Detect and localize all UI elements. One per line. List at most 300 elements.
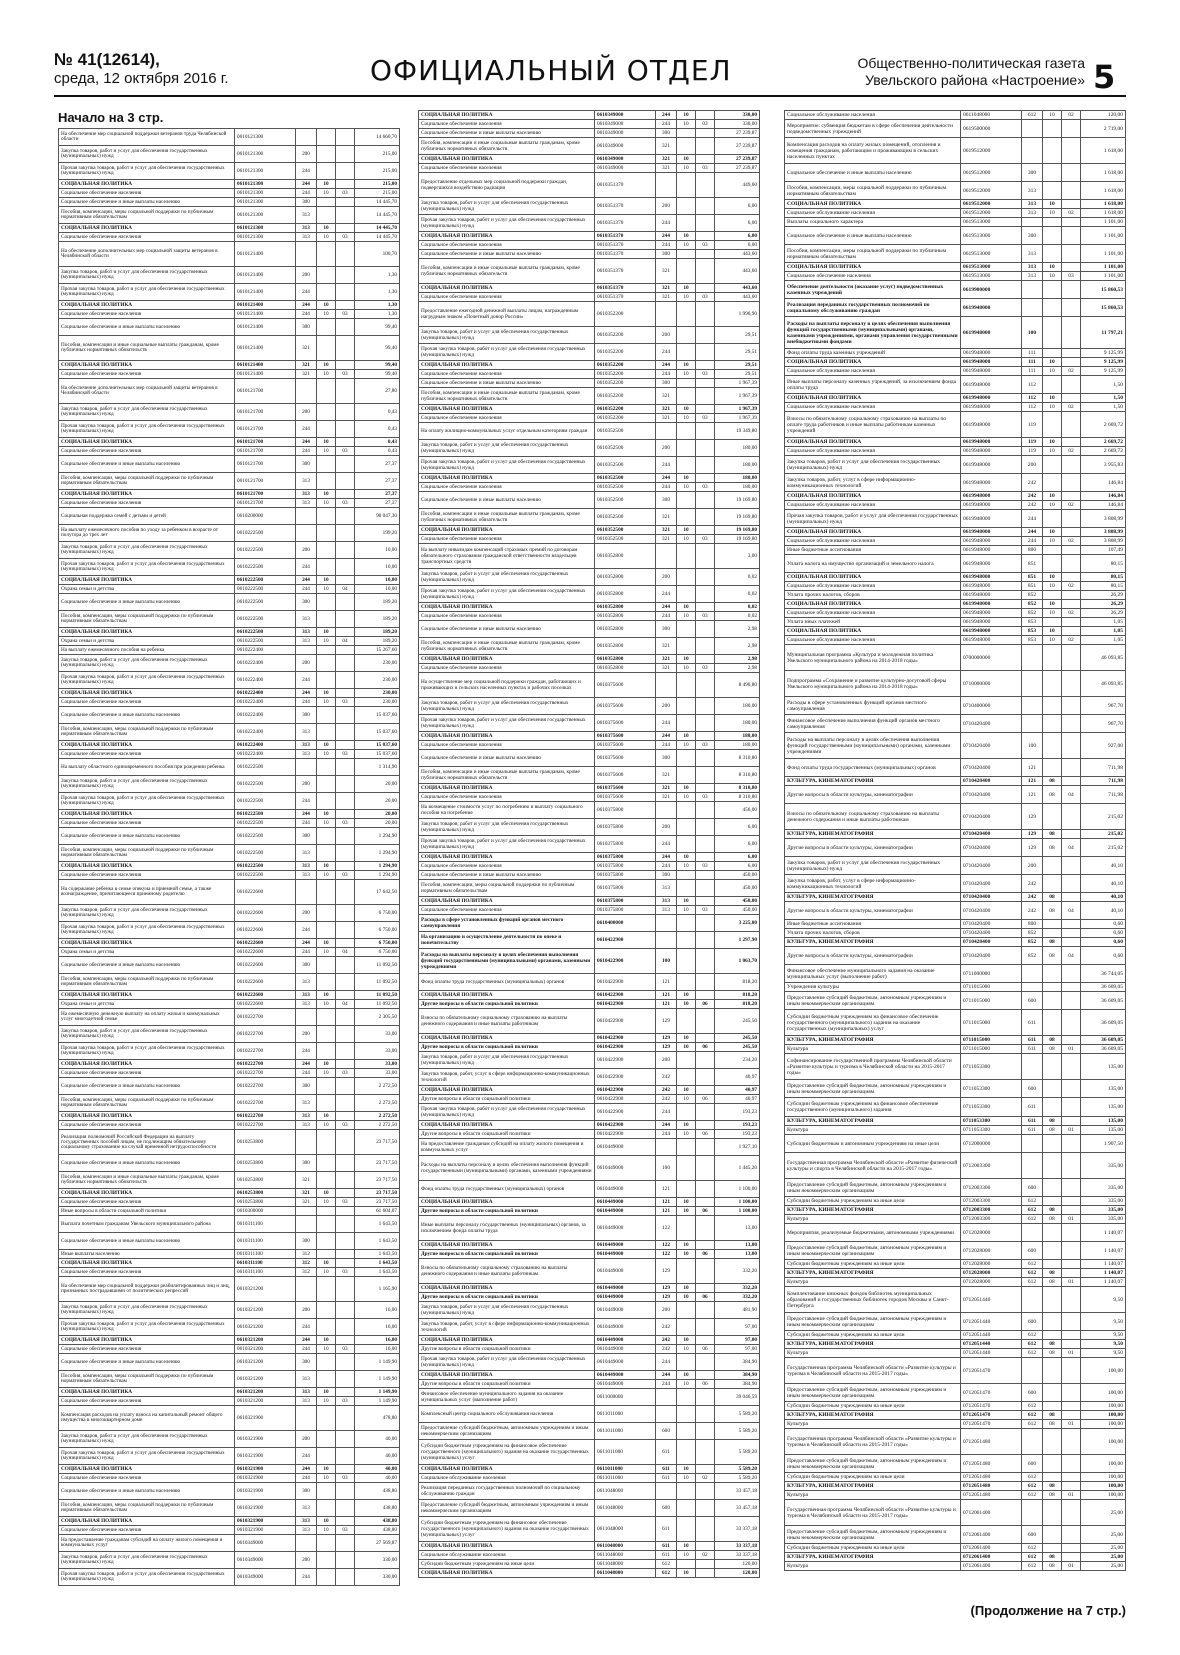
row-name-cell: Предоставление субсидий бюджетным, автономным учреждениям и иным некоммерческим организациям <box>419 1423 595 1440</box>
row-code-cell: 0611000000 <box>595 1389 656 1406</box>
row-name-cell: На выплату ежемесячного пособия на ребенка <box>59 646 235 655</box>
row-section-cell: 10 <box>677 293 696 302</box>
row-name-cell: Социальное обеспечение и иные выплаты населению <box>59 1354 235 1371</box>
row-expense-type-cell: 129 <box>656 1009 677 1034</box>
row-subsection-cell <box>336 1535 355 1552</box>
row-name-cell: Социальное обеспечение и иные выплаты населению <box>59 456 235 473</box>
row-subsection-cell <box>696 949 715 974</box>
row-sum-cell: 39 046,59 <box>715 1389 760 1406</box>
row-name-cell: Прочая закупка товаров, работ и услуг для обеспечения государственных (муниципальных) нужд <box>59 284 235 301</box>
row-sum-cell: 8 310,80 <box>715 784 760 793</box>
table-row <box>419 241 760 250</box>
row-name-cell: СОЦИАЛЬНАЯ ПОЛИТИКА <box>785 492 961 501</box>
row-sum-cell: 438,80 <box>355 1517 400 1526</box>
row-code-cell: 0610352200 <box>595 344 656 361</box>
row-code-cell: 0610321200 <box>235 1277 296 1302</box>
row-section-cell <box>677 544 696 569</box>
table-row <box>785 1553 1126 1562</box>
table-row <box>785 1215 1126 1224</box>
row-sum-cell: 384,90 <box>715 1371 760 1380</box>
table-row <box>419 1302 760 1319</box>
row-name-cell: КУЛЬТУРА, КИНЕМАТОГРАФИЯ <box>785 1411 961 1420</box>
row-sum-cell: 450,00 <box>715 897 760 906</box>
row-name-cell: Прочая закупка товаров, работ и услуг для обеспечения государственных (муниципальных) нужд <box>59 163 235 180</box>
row-subsection-cell <box>696 1104 715 1121</box>
row-subsection-cell <box>336 939 355 948</box>
row-sum-cell: 80,15 <box>1081 555 1126 573</box>
row-expense-type-cell: 313 <box>296 207 317 224</box>
row-section-cell: 10 <box>677 784 696 793</box>
row-code-cell: 0610253800 <box>235 1155 296 1172</box>
row-subsection-cell: 06 <box>696 1345 715 1354</box>
row-name-cell: Закупка товаров, работ и услуг для обеспечения государственных (муниципальных) нужд <box>59 1302 235 1319</box>
row-name-cell: Закупка товаров, работ и услуг для обеспечения государственных (муниципальных) нужд <box>59 1552 235 1569</box>
row-name-cell: КУЛЬТУРА, КИНЕМАТОГРАФИЯ <box>785 1269 961 1278</box>
row-subsection-cell: 02 <box>1062 636 1081 645</box>
row-name-cell: Социальное обеспечение и иные выплаты населению <box>59 594 235 611</box>
row-section-cell <box>317 828 336 845</box>
row-sum-cell: 438,80 <box>355 1483 400 1500</box>
table-row <box>59 1388 400 1397</box>
table-row <box>419 1517 760 1542</box>
row-subsection-cell: 01 <box>1062 1045 1081 1054</box>
row-subsection-cell <box>696 932 715 949</box>
row-subsection-cell <box>696 1483 715 1500</box>
row-expense-type-cell: 242 <box>1022 893 1043 902</box>
row-section-cell: 10 <box>317 1397 336 1406</box>
row-section-cell <box>1043 1358 1062 1384</box>
row-name-cell: Социальное обеспечение населения <box>59 871 235 880</box>
row-name-cell: Закупка товаров, работ и услуг для обеспечения государственных (муниципальных) нужд <box>59 404 235 421</box>
row-name-cell: Социальное обеспечение населения <box>419 535 595 544</box>
row-expense-type-cell <box>1022 671 1043 697</box>
row-sum-cell: 245,50 <box>715 1009 760 1034</box>
row-section-cell <box>1043 1098 1062 1117</box>
budget-column-2 <box>418 110 760 1578</box>
row-expense-type-cell: 300 <box>296 1155 317 1172</box>
row-subsection-cell <box>1062 546 1081 555</box>
row-section-cell: 10 <box>317 301 336 310</box>
table-row <box>785 733 1126 759</box>
row-name-cell: Прочая закупка товаров, работ и услуг для обеспечения государственных (муниципальных) нужд <box>59 1319 235 1336</box>
table-row <box>785 759 1126 777</box>
row-subsection-cell <box>336 1189 355 1198</box>
row-code-cell: 0610222600 <box>235 905 296 922</box>
row-code-cell: 0611048000 <box>595 1517 656 1542</box>
row-code-cell: 0619948000 <box>961 403 1022 412</box>
row-subsection-cell <box>696 1009 715 1034</box>
row-code-cell: 0619513000 <box>961 263 1022 272</box>
table-row <box>785 992 1126 1010</box>
row-subsection-cell: 03 <box>696 414 715 423</box>
row-code-cell: 0610400000 <box>595 915 656 932</box>
row-expense-type-cell: 612 <box>1022 1349 1043 1358</box>
row-code-cell: 0610352500 <box>595 509 656 526</box>
table-row <box>785 263 1126 272</box>
row-expense-type-cell <box>296 1130 317 1155</box>
row-subsection-cell <box>696 1440 715 1465</box>
row-sum-cell: 23 717,50 <box>355 1198 400 1207</box>
table-row <box>419 836 760 853</box>
section-title: ОФИЦИАЛЬНЫЙ ОТДЕЛ <box>370 54 732 87</box>
row-name-cell: Охрана семьи и детства <box>59 585 235 594</box>
table-row <box>59 1172 400 1189</box>
row-code-cell: 0711000000 <box>961 965 1022 983</box>
row-expense-type-cell: 121 <box>1022 786 1043 804</box>
row-sum-cell: 3,00 <box>715 544 760 569</box>
row-subsection-cell <box>336 508 355 525</box>
row-subsection-cell <box>1062 733 1081 759</box>
row-code-cell: 0619948000 <box>961 600 1022 609</box>
row-sum-cell: 1 618,00 <box>1081 138 1126 164</box>
row-sum-cell: 193,23 <box>715 1121 760 1130</box>
row-expense-type-cell: 244 <box>656 1121 677 1130</box>
row-code-cell: 0610121400 <box>235 336 296 361</box>
row-sum-cell: 13,00 <box>715 1241 760 1250</box>
row-expense-type-cell: 244 <box>296 284 317 301</box>
row-section-cell: 10 <box>317 233 336 242</box>
row-section-cell <box>317 1043 336 1060</box>
row-section-cell: 10 <box>677 1043 696 1052</box>
row-name-cell: Социальное обеспечение населения <box>59 1121 235 1130</box>
row-sum-cell: 478,80 <box>355 1406 400 1431</box>
row-sum-cell: 0,43 <box>355 421 400 438</box>
row-code-cell: 0610321200 <box>235 1354 296 1371</box>
row-name-cell: Закупка товаров, работ и услуг для обеспечения государственных (муниципальных) нужд <box>419 819 595 836</box>
row-code-cell: 0610121300 <box>235 198 296 207</box>
row-name-cell: Другие вопросы в области социальной политики <box>419 1250 595 1259</box>
row-subsection-cell <box>696 232 715 241</box>
row-subsection-cell <box>1062 857 1081 875</box>
row-code-cell: 0610349000 <box>235 1535 296 1552</box>
row-subsection-cell <box>336 404 355 421</box>
row-section-cell <box>317 1095 336 1112</box>
row-section-cell: 10 <box>317 1526 336 1535</box>
row-sum-cell: 1 618,00 <box>1081 209 1126 218</box>
row-section-cell: 10 <box>677 1336 696 1345</box>
row-section-cell: 10 <box>317 948 336 957</box>
row-sum-cell: 29,51 <box>715 370 760 379</box>
row-section-cell <box>317 129 336 146</box>
row-expense-type-cell: 200 <box>296 905 317 922</box>
row-sum-cell: 9 125,99 <box>1081 358 1126 367</box>
table-row <box>59 1130 400 1155</box>
row-subsection-cell <box>336 1431 355 1448</box>
row-sum-cell: 40,00 <box>355 1431 400 1448</box>
row-section-cell: 10 <box>1043 600 1062 609</box>
row-section-cell <box>1043 376 1062 394</box>
row-sum-cell: 6 750,00 <box>355 905 400 922</box>
row-name-cell: На ежемесячную денежную выплату на оплату жилья и коммунальных услуг многодетной семье <box>59 1009 235 1026</box>
table-row <box>59 1569 400 1586</box>
row-expense-type-cell: 244 <box>296 438 317 447</box>
table-row <box>419 906 760 915</box>
row-name-cell: СОЦИАЛЬНАЯ ПОЛИТИКА <box>59 628 235 637</box>
row-code-cell: 0610375800 <box>595 906 656 915</box>
row-expense-type-cell <box>656 1389 677 1406</box>
row-subsection-cell <box>696 871 715 880</box>
row-section-cell <box>677 509 696 526</box>
row-expense-type-cell: 852 <box>1022 947 1043 965</box>
row-expense-type-cell: 129 <box>1022 830 1043 839</box>
table-row <box>419 1389 760 1406</box>
row-expense-type-cell: 242 <box>1022 492 1043 501</box>
row-subsection-cell <box>1062 965 1081 983</box>
row-subsection-cell: 03 <box>336 819 355 828</box>
row-sum-cell: 15 267,60 <box>355 646 400 655</box>
row-expense-type-cell: 313 <box>296 1371 317 1388</box>
row-code-cell: 0610121400 <box>235 310 296 319</box>
row-expense-type-cell: 244 <box>1022 537 1043 546</box>
row-sum-cell: 19 349,80 <box>715 423 760 440</box>
row-section-cell <box>1043 182 1062 200</box>
row-expense-type-cell: 612 <box>656 1560 677 1569</box>
row-sum-cell: 384,90 <box>715 1354 760 1371</box>
row-subsection-cell <box>336 1319 355 1336</box>
row-subsection-cell <box>696 544 715 569</box>
row-name-cell: КУЛЬТУРА, КИНЕМАТОГРАФИЯ <box>785 938 961 947</box>
row-subsection-cell <box>696 440 715 457</box>
row-name-cell: Другие вопросы в области культуры, кинематографии <box>785 947 961 965</box>
row-expense-type-cell: 244 <box>296 1474 317 1483</box>
row-sum-cell: 40,10 <box>1081 875 1126 893</box>
row-name-cell: СОЦИАЛЬНАЯ ПОЛИТИКА <box>59 741 235 750</box>
row-name-cell: Пособия, компенсации, меры социальной поддержки по публичным нормативным обязательствам <box>59 473 235 490</box>
row-sum-cell: 0,60 <box>1081 920 1126 929</box>
row-expense-type-cell: 321 <box>656 526 677 535</box>
row-expense-type-cell: 244 <box>656 715 677 732</box>
table-row <box>59 1095 400 1112</box>
row-subsection-cell: 04 <box>336 1000 355 1009</box>
row-subsection-cell <box>696 1198 715 1207</box>
row-code-cell: 0619948000 <box>961 412 1022 438</box>
row-code-cell: 0712028000 <box>961 1260 1022 1269</box>
row-name-cell: Закупка товаров, работ, услуг в сфере информационно-коммуникационных технологий <box>785 875 961 893</box>
row-subsection-cell: 02 <box>1062 582 1081 591</box>
table-row <box>59 576 400 585</box>
table-row <box>59 1009 400 1026</box>
row-subsection-cell <box>1062 1287 1081 1313</box>
row-expense-type-cell: 313 <box>296 871 317 880</box>
row-sum-cell: 23 717,50 <box>355 1155 400 1172</box>
row-expense-type-cell: 853 <box>1022 636 1043 645</box>
row-code-cell: 0619948000 <box>961 492 1022 501</box>
row-name-cell: СОЦИАЛЬНАЯ ПОЛИТИКА <box>419 405 595 414</box>
row-code-cell: 0610352200 <box>595 302 656 327</box>
row-sum-cell: 20,00 <box>355 793 400 810</box>
row-section-cell <box>1043 474 1062 492</box>
row-name-cell: Уплата прочих налогов, сборов <box>785 591 961 600</box>
row-subsection-cell: 03 <box>336 310 355 319</box>
row-sum-cell: 1 100,00 <box>715 1207 760 1216</box>
row-expense-type-cell <box>1022 1054 1043 1080</box>
table-row <box>59 379 400 404</box>
row-name-cell: Охрана семьи и детства <box>59 637 235 646</box>
row-name-cell: Иные выплаты персоналу казенных учреждений, за исключением фонда оплаты труда <box>785 376 961 394</box>
row-section-cell: 10 <box>317 490 336 499</box>
row-section-cell <box>317 1277 336 1302</box>
row-subsection-cell <box>336 361 355 370</box>
row-sum-cell: 1 967,39 <box>715 405 760 414</box>
row-subsection-cell <box>696 655 715 664</box>
row-name-cell: Социальное обеспечение и иные выплаты населению <box>419 379 595 388</box>
row-sum-cell: 818,20 <box>715 974 760 991</box>
row-name-cell: Прочая закупка товаров, работ и услуг для обеспечения государственных (муниципальных) нужд <box>59 559 235 576</box>
row-expense-type-cell: 313 <box>296 862 317 871</box>
row-name-cell: Финансовое обеспечение выполнения функций органов местного самоуправления <box>785 715 961 733</box>
row-subsection-cell <box>336 594 355 611</box>
table-row <box>785 1269 1126 1278</box>
row-subsection-cell <box>696 379 715 388</box>
row-subsection-cell <box>336 1112 355 1121</box>
row-sum-cell: 1 294,90 <box>355 862 400 871</box>
row-sum-cell: 19 169,80 <box>715 509 760 526</box>
table-row <box>785 272 1126 281</box>
row-subsection-cell: 04 <box>1062 786 1081 804</box>
row-sum-cell: 0,02 <box>715 603 760 612</box>
row-section-cell: 10 <box>677 405 696 414</box>
row-name-cell: Культура <box>785 1215 961 1224</box>
row-expense-type-cell: 321 <box>656 784 677 793</box>
table-row <box>419 880 760 897</box>
row-name-cell: Социальное обеспечение населения <box>59 1397 235 1406</box>
row-section-cell <box>317 1233 336 1250</box>
row-code-cell: 0619900000 <box>961 281 1022 299</box>
row-expense-type-cell: 600 <box>1022 1384 1043 1402</box>
table-row <box>59 1483 400 1500</box>
row-section-cell <box>317 198 336 207</box>
row-subsection-cell: 06 <box>696 1130 715 1139</box>
row-name-cell: Фонд оплаты труда казенных учреждений <box>785 349 961 358</box>
row-code-cell: 0610222700 <box>235 1043 296 1060</box>
row-code-cell: 0610449000 <box>595 1198 656 1207</box>
row-expense-type-cell: 612 <box>1022 1260 1043 1269</box>
row-name-cell: Субсидии бюджетным учреждениям на финансовое обеспечение государственного (муниципального) задания на оказание государственных (муниципальных) услуг <box>785 1010 961 1036</box>
row-subsection-cell <box>1062 715 1081 733</box>
table-row <box>785 645 1126 671</box>
row-expense-type-cell: 242 <box>1022 875 1043 893</box>
row-name-cell: Пособия, компенсации, меры социальной поддержки по публичным нормативным обязательствам <box>59 207 235 224</box>
row-name-cell: Прочая закупка товаров, работ и услуг для обеспечения государственных (муниципальных) нужд <box>59 1448 235 1465</box>
row-code-cell: 0611048000 <box>595 1500 656 1517</box>
row-subsection-cell <box>336 301 355 310</box>
row-subsection-cell <box>696 1156 715 1181</box>
row-name-cell: Социальное обеспечение населения <box>419 483 595 492</box>
row-subsection-cell <box>696 344 715 361</box>
row-name-cell: СОЦИАЛЬНАЯ ПОЛИТИКА <box>785 438 961 447</box>
table-row <box>419 284 760 293</box>
row-name-cell: Пособия, компенсации, меры социальной поддержки по публичным нормативным обязательствам <box>59 1371 235 1388</box>
table-row <box>785 394 1126 403</box>
row-sum-cell: 1,05 <box>1081 618 1126 627</box>
row-section-cell <box>1043 1260 1062 1269</box>
row-expense-type-cell: 200 <box>656 1052 677 1069</box>
row-code-cell: 0610321200 <box>235 1345 296 1354</box>
row-subsection-cell <box>1062 528 1081 537</box>
row-code-cell: 0610222700 <box>235 1009 296 1026</box>
row-name-cell: СОЦИАЛЬНАЯ ПОЛИТИКА <box>59 438 235 447</box>
table-row <box>785 403 1126 412</box>
table-row <box>59 646 400 655</box>
table-row <box>785 367 1126 376</box>
row-expense-type-cell: 600 <box>1022 1080 1043 1098</box>
row-subsection-cell <box>696 1465 715 1474</box>
row-code-cell: 0611048000 <box>595 1542 656 1551</box>
row-expense-type-cell: 313 <box>1022 200 1043 209</box>
table-row <box>59 499 400 508</box>
row-subsection-cell: 01 <box>1062 1420 1081 1429</box>
row-expense-type-cell: 200 <box>296 1552 317 1569</box>
table-row <box>59 1060 400 1069</box>
row-section-cell: 10 <box>317 1388 336 1397</box>
row-subsection-cell <box>696 509 715 526</box>
row-code-cell: 0610422900 <box>595 1034 656 1043</box>
row-subsection-cell <box>1062 182 1081 200</box>
table-row <box>59 508 400 525</box>
row-code-cell: 0610349000 <box>235 1552 296 1569</box>
row-expense-type-cell: 612 <box>1022 1562 1043 1571</box>
row-subsection-cell <box>696 198 715 215</box>
row-expense-type-cell: 611 <box>1022 1098 1043 1117</box>
budget-table-1 <box>58 128 400 1586</box>
row-name-cell: Фонд оплаты труда государственных (муниципальных) органов <box>419 1181 595 1198</box>
row-subsection-cell: 02 <box>1062 537 1081 546</box>
table-row <box>419 1293 760 1302</box>
row-sum-cell: 6,00 <box>715 836 760 853</box>
row-section-cell: 10 <box>317 1121 336 1130</box>
row-expense-type-cell: 244 <box>296 689 317 698</box>
row-expense-type-cell: 112 <box>1022 403 1043 412</box>
row-subsection-cell <box>696 1560 715 1569</box>
row-section-cell <box>317 1448 336 1465</box>
table-row <box>785 358 1126 367</box>
row-name-cell: Социальное обеспечение населения <box>419 414 595 423</box>
row-name-cell: Закупка товаров, работ и услуг для обеспечения государственных (муниципальных) нужд <box>59 655 235 672</box>
row-code-cell: 0610449000 <box>595 1371 656 1380</box>
row-sum-cell: 14 445,70 <box>355 198 400 207</box>
row-section-cell <box>317 319 336 336</box>
row-name-cell: СОЦИАЛЬНАЯ ПОЛИТИКА <box>419 732 595 741</box>
row-name-cell: Прочая закупка товаров, работ и услуг для обеспечения государственных (муниципальных) нужд <box>785 510 961 528</box>
row-subsection-cell: 03 <box>696 664 715 673</box>
row-expense-type-cell: 321 <box>656 155 677 164</box>
row-name-cell: Иные выплаты персоналу государственных (муниципальных) органов, за исключением фонда оплаты труда <box>419 1216 595 1241</box>
table-row <box>785 609 1126 618</box>
row-name-cell: На обеспечение дополнительных мер социальной защиты ветеранов в Челябинской области <box>59 242 235 267</box>
row-section-cell: 10 <box>677 414 696 423</box>
row-code-cell: 0710420400 <box>961 786 1022 804</box>
row-name-cell: Социальное обслуживание населения <box>785 609 961 618</box>
table-row <box>785 1098 1126 1117</box>
row-code-cell: 0619512000 <box>961 138 1022 164</box>
row-code-cell: 0712051440 <box>961 1331 1022 1340</box>
row-expense-type-cell: 244 <box>296 922 317 939</box>
row-section-cell <box>1043 1197 1062 1206</box>
row-name-cell: Пособия, компенсации, меры социальной поддержки по публичным нормативным обязательствам <box>785 182 961 200</box>
row-code-cell: 0610222500 <box>235 542 296 559</box>
row-subsection-cell: 04 <box>336 637 355 646</box>
row-code-cell: 0610121300 <box>235 163 296 180</box>
row-sum-cell: 1 101,00 <box>1081 245 1126 263</box>
table-row <box>59 1397 400 1406</box>
table-row <box>59 1189 400 1198</box>
row-code-cell: 0619948000 <box>961 582 1022 591</box>
row-expense-type-cell: 244 <box>656 344 677 361</box>
row-subsection-cell <box>336 1155 355 1172</box>
row-expense-type-cell: 244 <box>656 120 677 129</box>
row-expense-type-cell: 851 <box>1022 555 1043 573</box>
row-subsection-cell <box>1062 1482 1081 1491</box>
